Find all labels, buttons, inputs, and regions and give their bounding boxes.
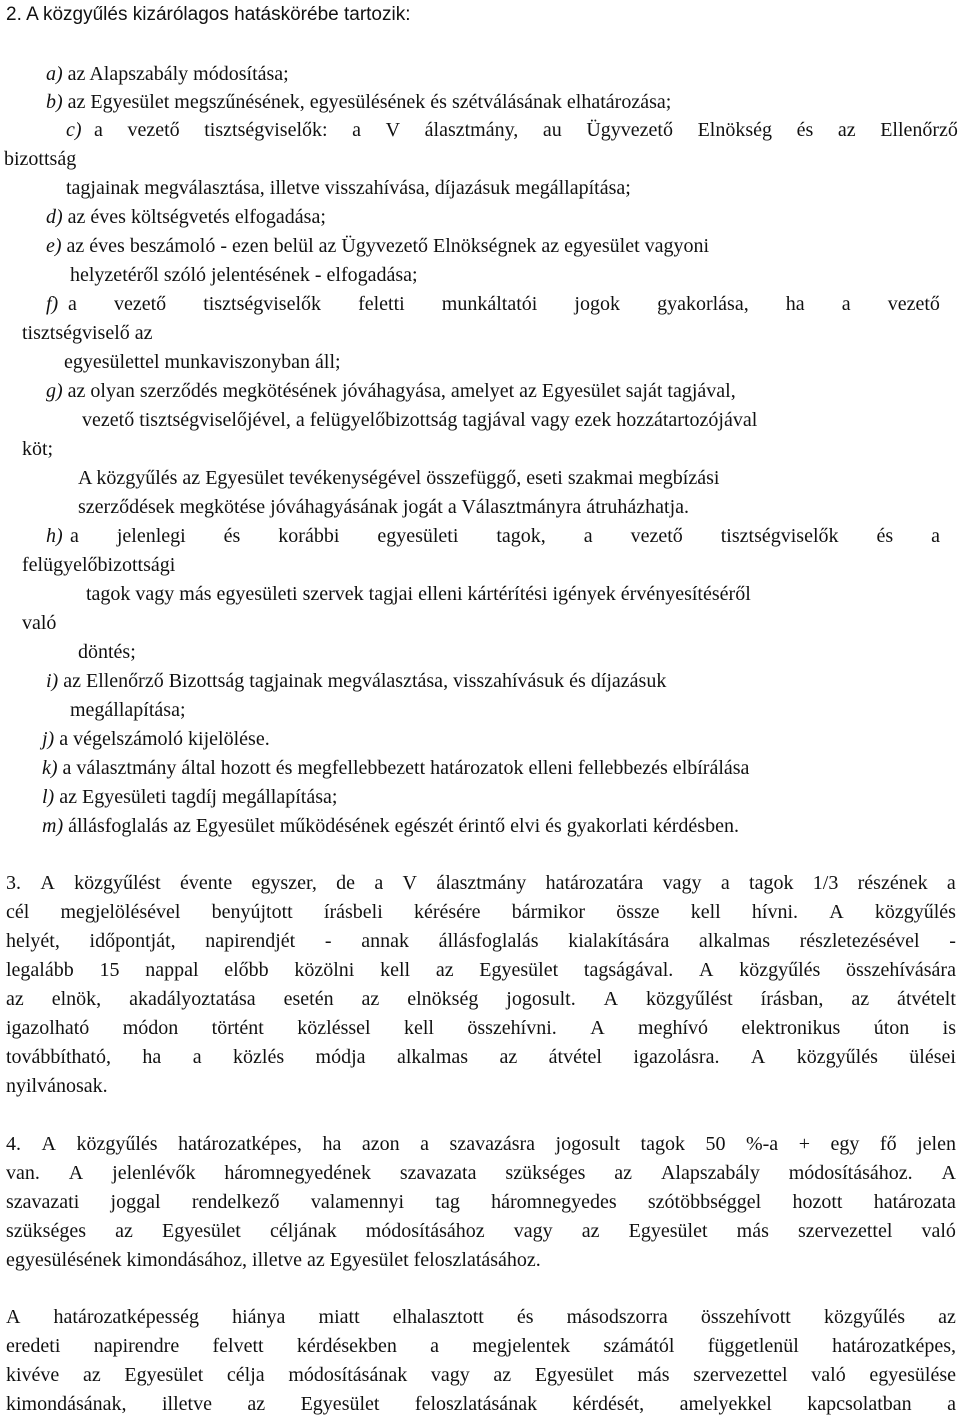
item-text: az Egyesület megszűnésének, egyesülésének és szétválásának elhatározása; <box>67 91 672 113</box>
item-text: a végelszámoló kijelölése. <box>59 728 270 750</box>
list-item-f-line3: egyesülettel munkaviszonyban áll; <box>64 351 341 373</box>
item-text: az éves költségvetés elfogadása; <box>67 206 326 228</box>
item-letter: a) <box>46 63 63 85</box>
list-item-e-line2: helyzetéről szóló jelentésének - elfogadása; <box>70 264 418 286</box>
list-item-h-line3: tagok vagy más egyesületi szervek tagjai elleni kártérítési igények érvényesítéséről <box>86 583 751 605</box>
paragraph-line: van. A jelenlévők háromnegyedének szavazata szükséges az Alapszabály módosításához. A <box>6 1162 956 1184</box>
item-text: állásfoglalás az Egyesület működésének egészét érintő elvi és gyakorlati kérdésben. <box>68 815 739 837</box>
list-item-f-line2: tisztségviselő az <box>22 322 153 344</box>
paragraph-line: szükséges az Egyesület céljának módosításához vagy az Egyesület más szervezettel való <box>6 1220 956 1242</box>
list-item-h-letter: h) <box>46 525 63 547</box>
paragraph-line: eredeti napirendre felvett kérdésekben a megjelentek számától függetlenül határozatképes, <box>6 1335 956 1357</box>
list-item-f-line1: a vezető tisztségviselők feletti munkáltatói jogok gyakorlása, ha a vezető <box>68 293 940 315</box>
list-item-g-note1: A közgyűlés az Egyesület tevékenységével összefüggő, eseti szakmai megbízási <box>78 467 720 489</box>
section-2-heading: 2. A közgyűlés kizárólagos hatáskörébe tartozik: <box>6 4 411 25</box>
paragraph-line: A határozatképesség hiánya miatt elhalasztott és másodszorra összehívott közgyűlés az <box>6 1306 956 1328</box>
list-item-e-line1 <box>46 234 709 258</box>
item-text: az olyan szerződés megkötésének jóváhagyása, amelyet az Egyesület saját tagjával, <box>67 380 736 402</box>
paragraph-last-line: egyesülésének kimondásához, illetve az Egyesület feloszlatásához. <box>6 1249 541 1271</box>
item-letter: e) <box>46 235 62 257</box>
paragraph-line: igazolható módon történt közléssel kell összehívni. A meghívó elektronikus úton is <box>6 1017 956 1039</box>
item-letter: i) <box>46 670 59 692</box>
list-item-g-note2: szerződések megkötése jóváhagyásának jogát a Választmányra átruházhatja. <box>78 496 690 518</box>
item-letter: k) <box>42 757 58 779</box>
list-item-h-line5: döntés; <box>78 641 136 663</box>
list-item-i-line2: megállapítása; <box>70 699 186 721</box>
paragraph-line: cél megjelölésével benyújtott írásbeli kérésére bármikor össze kell hívni. A közgyűlés <box>6 901 956 923</box>
list-item-k <box>42 756 749 780</box>
item-letter: j) <box>42 728 55 750</box>
item-letter: d) <box>46 206 63 228</box>
paragraph-line: szavazati joggal rendelkező valamennyi tag háromnegyedes szótöbbséggel hozott határozata <box>6 1191 956 1213</box>
list-item-g-line2: vezető tisztségviselőjével, a felügyelőbizottság tagjával vagy ezek hozzátartozójával <box>82 409 758 431</box>
list-item-b <box>46 90 671 114</box>
item-text: az Ellenőrző Bizottság tagjainak megválasztása, visszahívásuk és díjazásuk <box>63 670 667 692</box>
list-item-j <box>42 727 270 751</box>
item-letter: g) <box>46 380 63 402</box>
paragraph-line: legalább 15 nappal előbb közölni kell az Egyesület tagságával. A közgyűlés összehívására <box>6 959 956 981</box>
item-text: az Egyesületi tagdíj megállapítása; <box>59 786 338 808</box>
list-item-g-line3: köt; <box>22 438 54 460</box>
list-item-m <box>42 814 739 838</box>
paragraph-line: kivéve az Egyesület célja módosításának vagy az Egyesület más szervezettel való egyesülése <box>6 1364 956 1386</box>
list-item-c-line3: tagjainak megválasztása, illetve visszahívása, díjazásuk megállapítása; <box>66 177 631 199</box>
list-item-a <box>46 62 289 86</box>
list-item-i-line1 <box>46 669 666 693</box>
item-text: az éves beszámoló - ezen belül az Ügyvezető Elnökségnek az egyesület vagyoni <box>66 235 710 257</box>
paragraph-last-line: nyilvánosak. <box>6 1075 108 1097</box>
list-item-d <box>46 205 326 229</box>
list-item-c-line2: bizottság <box>4 148 77 170</box>
paragraph-line: továbbítható, ha a közlés módja alkalmas az átvétel igazolásra. A közgyűlés ülései <box>6 1046 956 1068</box>
paragraph-line: 4. A közgyűlés határozatképes, ha azon a szavazásra jogosult tagok 50 %-a + egy fő jelen <box>6 1133 956 1155</box>
list-item-f-letter: f) <box>46 293 59 315</box>
list-item-h-line1: a jelenlegi és korábbi egyesületi tagok, a vezető tisztségviselők és a <box>70 525 940 547</box>
item-letter: m) <box>42 815 64 837</box>
paragraph-line: az elnök, akadályoztatása esetén az elnökség jogosult. A közgyűlést írásban, az átvételt <box>6 988 956 1010</box>
item-letter: l) <box>42 786 55 808</box>
list-item-l <box>42 785 337 809</box>
list-item-g-line1 <box>46 379 736 403</box>
item-text: a választmány által hozott és megfellebbezett határozatok elleni fellebbezés elbírálása <box>62 757 750 779</box>
paragraph-line: kimondásának, illetve az Egyesület feloszlatásának kérdését, amelyekkel kapcsolatban a <box>6 1393 956 1415</box>
item-text: az Alapszabály módosítása; <box>67 63 289 85</box>
list-item-h-line4: való <box>22 612 57 634</box>
item-letter: b) <box>46 91 63 113</box>
list-item-c-letter: c) <box>66 119 82 141</box>
paragraph-line: 3. A közgyűlést évente egyszer, de a V álasztmány határozatára vagy a tagok 1/3 részének a <box>6 872 956 894</box>
list-item-c-line1: a vezető tisztségviselők: a V álasztmány, au Ügyvezető Elnökség és az Ellenőrző <box>94 119 958 141</box>
list-item-h-line2: felügyelőbizottsági <box>22 554 176 576</box>
paragraph-line: helyét, időpontját, napirendjét - annak állásfoglalás kialakítására alkalmas részletezésével - <box>6 930 956 952</box>
